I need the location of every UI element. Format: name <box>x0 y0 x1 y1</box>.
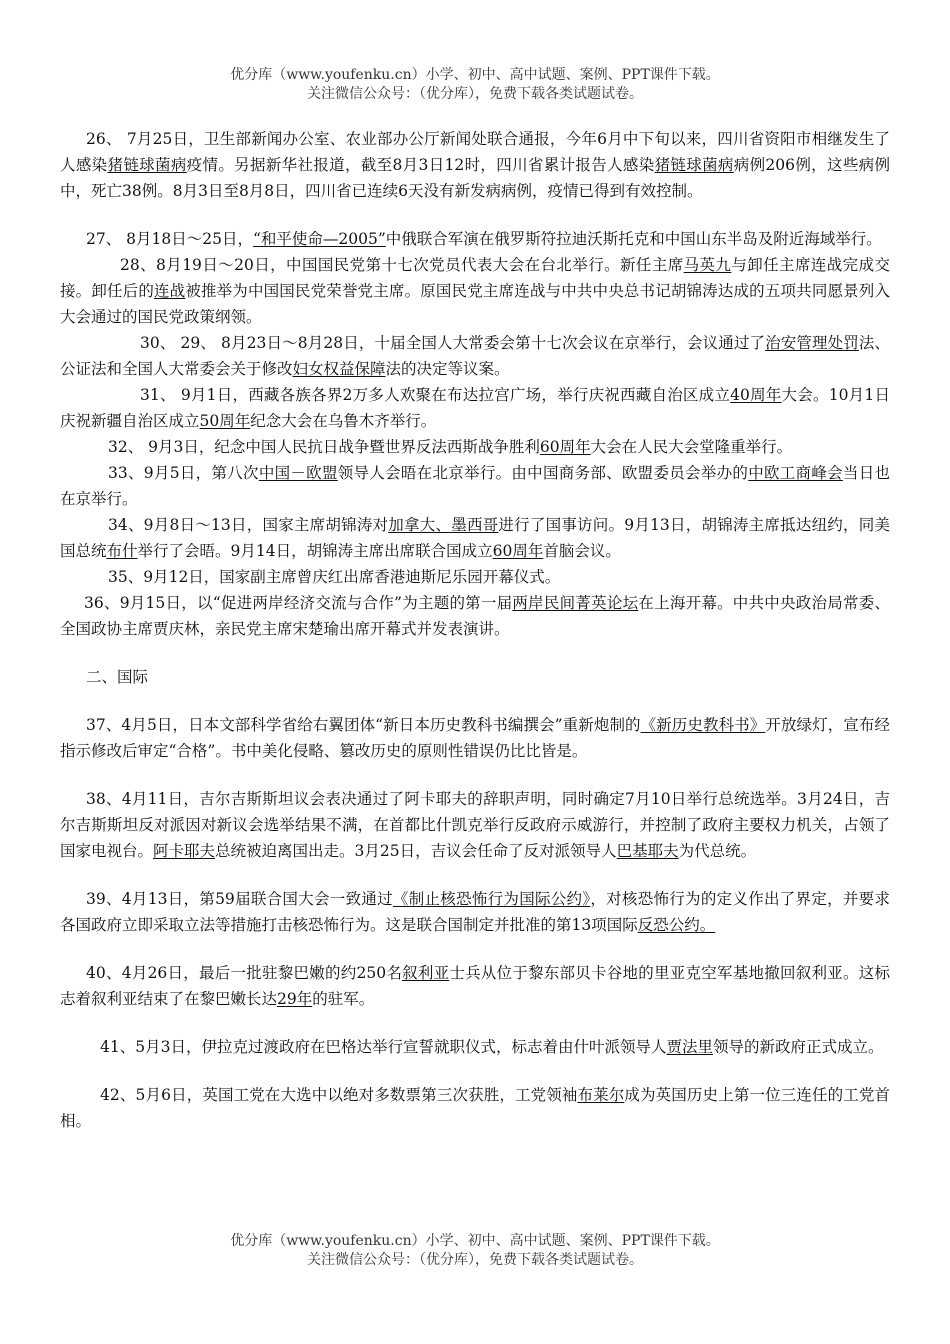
page-footer <box>0 1232 950 1270</box>
item-31: 31、 9月1日，西藏各族各界2万多人欢聚在布达拉宫广场，举行庆祝西藏自治区成立40周年大会。10月1日庆祝新疆自治区成立50周年纪念大会在乌鲁木齐举行。 <box>60 386 890 430</box>
underlined-term: 治安管理处罚 <box>765 334 859 352</box>
underlined-term: 反恐公约。 <box>637 916 716 934</box>
item-28: 28、8月19日～20日，中国国民党第十七次党员代表大会在台北举行。新任主席马英九与卸任主席连战完成交接。卸任后的连战被推举为中国国民党荣誉党主席。原国民党主席连战与中共中央总书记胡锦涛达成的五项共同愿景列入大会通过的国民党政策纲领。 <box>60 256 890 326</box>
underlined-term: 猪链球菌病 <box>107 156 187 174</box>
underlined-term: 中欧工商峰会 <box>748 464 843 482</box>
item-27: 27、 8月18日～25日，“和平使命—2005”中俄联合军演在俄罗斯符拉迪沃斯托克和中国山东半岛及附近海域举行。 <box>86 230 882 248</box>
underlined-term: 阿卡耶夫 <box>153 842 216 860</box>
item-26: 26、 7月25日，卫生部新闻办公室、农业部办公厅新闻处联合通报，今年6月中下旬以来，四川省资阳市相继发生了人感染猪链球菌病疫情。另据新华社报道，截至8月3日12时，四川省累计报告人感染猪链球菌病病例206例，这些病例中，死亡38例。8月3日至8月8日，四川省已连续6天没有新发病病例，疫情已得到有效控制。 <box>60 130 890 200</box>
item-38: 38、4月11日，吉尔吉斯斯坦议会表决通过了阿卡耶夫的辞职声明，同时确定7月10日举行总统选举。3月24日，吉尔吉斯斯坦反对派因对新议会选举结果不满，在首都比什凯克举行反政府示威游行，并控制了政府主要权力机关，占领了国家电视台。阿卡耶夫总统被迫离国出走。3月25日，吉议会任命了反对派领导人巴基耶夫为代总统。 <box>60 790 890 860</box>
underlined-term: 猪链球菌病 <box>654 156 734 174</box>
underlined-term: 马英九 <box>683 256 732 274</box>
item-32: 32、 9月3日，纪念中国人民抗日战争暨世界反法西斯战争胜利60周年大会在人民大会堂隆重举行。 <box>108 438 793 456</box>
underlined-term: 两岸民间菁英论坛 <box>512 594 639 612</box>
item-33: 33、9月5日，第八次中国－欧盟领导人会晤在北京举行。由中国商务部、欧盟委员会举办的中欧工商峰会当日也在京举行。 <box>60 464 890 508</box>
underlined-term: 叙利亚 <box>402 964 450 982</box>
underlined-term: 40周年 <box>730 386 782 404</box>
underlined-term: 60周年 <box>492 542 544 560</box>
page-header <box>0 66 950 104</box>
footer-line-1: 优分库（www.youfenku.cn）小学、初中、高中试题、案例、PPT课件下载。 <box>230 1233 720 1249</box>
item-37: 37、4月5日，日本文部科学省给右翼团体“新日本历史教科书编撰会”重新炮制的《新历史教科书》开放绿灯，宣布经指示修改后审定“合格”。书中美化侵略、篡改历史的原则性错误仍比比皆是。 <box>60 716 890 760</box>
underlined-term: 60周年 <box>539 438 591 456</box>
header-line-1: 优分库（www.youfenku.cn）小学、初中、高中试题、案例、PPT课件下载。 <box>230 67 720 83</box>
underlined-term: 50周年 <box>199 412 251 430</box>
document-body <box>60 126 890 1134</box>
underlined-term: 连战 <box>153 282 186 300</box>
item-39: 39、4月13日，第59届联合国大会一致通过《制止核恐怖行为国际公约》，对核恐怖行为的定义作出了界定，并要求各国政府立即采取立法等措施打击核恐怖行为。这是联合国制定并批准的第13项国际反恐公约。 <box>60 890 890 934</box>
header-line-2: 关注微信公众号：（优分库），免费下载各类试题试卷。 <box>307 86 643 102</box>
section-heading-international: 二、国际 <box>86 668 149 686</box>
item-40: 40、4月26日，最后一批驻黎巴嫩的约250名叙利亚士兵从位于黎东部贝卡谷地的里亚克空军基地撤回叙利亚。这标志着叙利亚结束了在黎巴嫩长达29年的驻军。 <box>60 964 890 1008</box>
item-42: 42、5月6日，英国工党在大选中以绝对多数票第三次获胜，工党领袖布莱尔成为英国历史上第一位三连任的工党首相。 <box>60 1086 890 1130</box>
underlined-term: 巴基耶夫 <box>616 842 679 860</box>
underlined-term: 《新历史教科书》 <box>640 716 766 734</box>
underlined-term: 贾法里 <box>666 1038 713 1056</box>
underlined-term: 29年 <box>277 990 313 1008</box>
underlined-term: 妇女权益保障 <box>292 360 386 378</box>
footer-line-2: 关注微信公众号：（优分库），免费下载各类试题试卷。 <box>307 1252 643 1268</box>
underlined-term: 布莱尔 <box>577 1086 625 1104</box>
item-30: 30、 29、 8月23日～8月28日，十届全国人大常委会第十七次会议在京举行，会议通过了治安管理处罚法、公证法和全国人大常委会关于修改妇女权益保障法的决定等议案。 <box>60 334 890 378</box>
item-41: 41、5月3日，伊拉克过渡政府在巴格达举行宣誓就职仪式，标志着由什叶派领导人贾法里领导的新政府正式成立。 <box>100 1038 884 1056</box>
underlined-term: 布什 <box>106 542 138 560</box>
underlined-term: “和平使命—2005” <box>252 230 386 248</box>
underlined-term: 加拿大、墨西哥 <box>388 516 499 534</box>
underlined-term: 《制止核恐怖行为国际公约》 <box>392 890 591 908</box>
item-34: 34、9月8日～13日，国家主席胡锦涛对加拿大、墨西哥进行了国事访问。9月13日，胡锦涛主席抵达纽约，同美国总统布什举行了会晤。9月14日，胡锦涛主席出席联合国成立60周年首脑会议。 <box>60 516 890 560</box>
item-35: 35、9月12日，国家副主席曾庆红出席香港迪斯尼乐园开幕仪式。 <box>108 568 561 586</box>
underlined-term: 中国－欧盟 <box>258 464 338 482</box>
item-36: 36、9月15日，以“促进两岸经济交流与合作”为主题的第一届两岸民间菁英论坛在上海开幕。中共中央政治局常委、全国政协主席贾庆林，亲民党主席宋楚瑜出席开幕式并发表演讲。 <box>60 594 890 638</box>
